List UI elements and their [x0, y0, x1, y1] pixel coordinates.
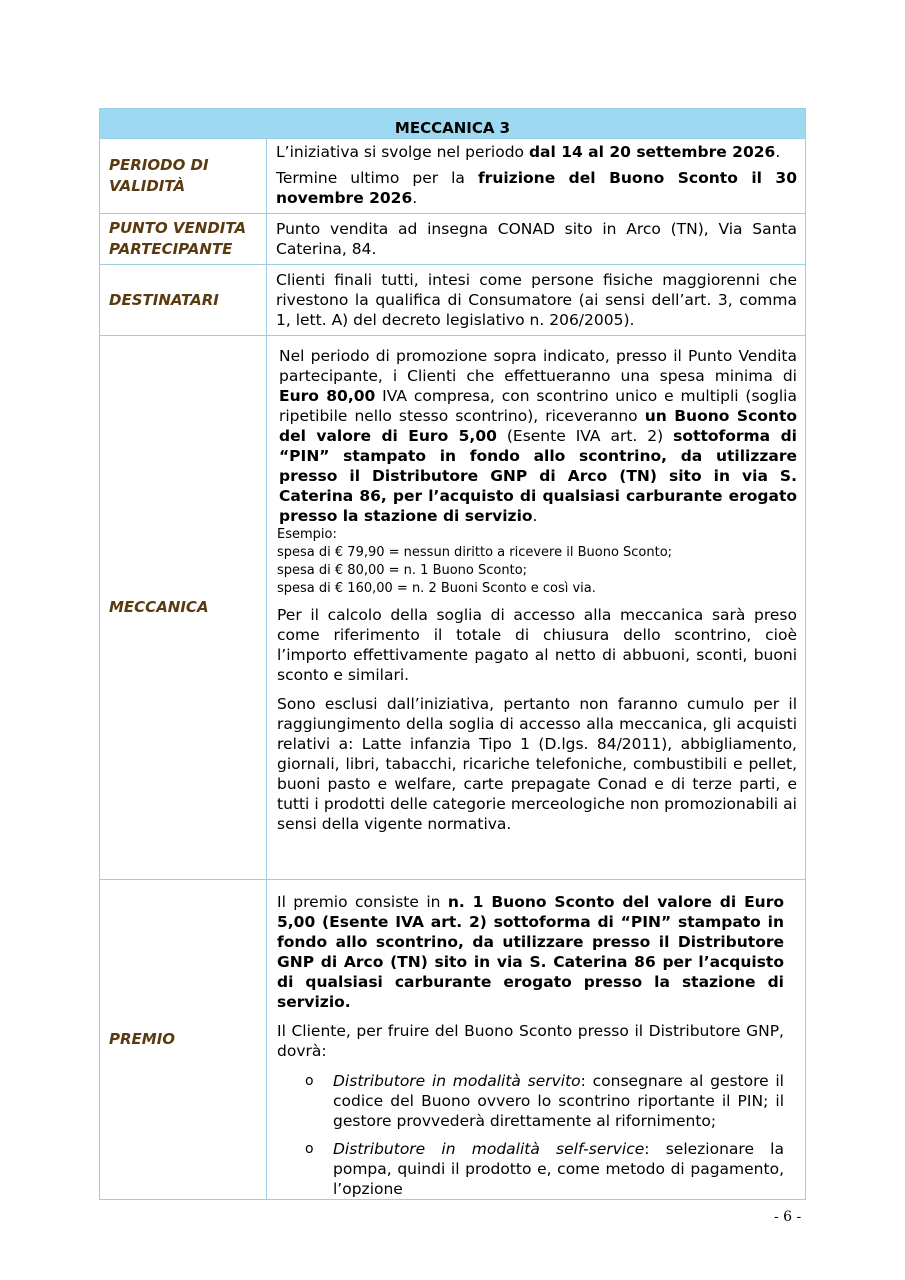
- row-label-destinatari: DESTINATARI: [100, 265, 267, 336]
- label-line: PUNTO VENDITA: [109, 219, 247, 237]
- list-item: o Distributore in modalità servito: consegnare al gestore il codice del Buono ovvero lo scontrino riportante il PIN; il gestore provvederà direttamente al rifornimento;: [305, 1072, 784, 1130]
- row-label-punto-vendita: [100, 214, 267, 265]
- esempio-line: spesa di € 80,00 = n. 1 Buono Sconto;: [277, 563, 528, 578]
- esempio-line: spesa di € 160,00 = n. 2 Buoni Sconto e così via.: [277, 581, 596, 596]
- bullet-icon: o: [305, 1073, 314, 1089]
- periodo-paragraph: L’iniziativa si svolge nel periodo dal 14 al 20 settembre 2026.: [276, 142, 781, 161]
- periodo-text: [267, 139, 806, 214]
- meccanica-text: [267, 336, 806, 880]
- meccanica-paragraph-3: Sono esclusi dall’iniziativa, pertanto non faranno cumulo per il raggiungimento della soglia di accesso alla meccanica, gli acquisti relativi a: Latte infanzia Tipo 1 (D.lgs. 84/2011), abbigliamento, giornali, libri, tabacchi, ricariche telefoniche, combustibili e pellet, buoni pasto e welfare, carte prepagate Conad e di terze parti, e tutti i prodotti delle categorie merceologiche non promozionabili ai sensi della vigente normativa.: [277, 695, 797, 833]
- list-item: o Distributore in modalità self-service: selezionare la pompa, quindi il prodotto e, come metodo di pagamento, l’opzione: [305, 1140, 784, 1198]
- esempio-line: spesa di € 79,90 = nessun diritto a ricevere il Buono Sconto;: [277, 545, 673, 560]
- page-number: - 6 -: [774, 1209, 802, 1225]
- meccanica-paragraph-1: Nel periodo di promozione sopra indicato, presso il Punto Vendita partecipante, i Clienti che effettueranno una spesa minima di Euro 80,00 IVA compresa, con scontrino unico e multipli (soglia ripetibile nello stesso scontrino), riceveranno un Buono Sconto del valore di Euro 5,00 (Esente IVA art. 2) sottoforma di “PIN” stampato in fondo allo scontrino, da utilizzare presso il Distributore GNP di Arco (TN) sito in via S. Caterina 86, per l’acquisto di qualsiasi carburante erogato presso la stazione di servizio.: [279, 347, 798, 525]
- premio-paragraph-2: Il Cliente, per fruire del Buono Sconto presso il Distributore GNP, dovrà:: [277, 1022, 784, 1060]
- label-line: VALIDITÀ: [109, 177, 186, 195]
- meccanica-table: [99, 108, 806, 1200]
- termine-paragraph: Termine ultimo per la fruizione del Buono Sconto il 30 novembre 2026.: [276, 168, 797, 207]
- meccanica-paragraph-2: Per il calcolo della soglia di accesso alla meccanica sarà preso come riferimento il totale di chiusura dello scontrino, cioè l’importo effettivamente pagato al netto di abbuoni, sconti, buoni sconto e similari.: [277, 606, 797, 684]
- premio-text: [267, 880, 806, 1200]
- label-line: PARTECIPANTE: [109, 240, 233, 258]
- row-label-premio: PREMIO: [100, 880, 267, 1200]
- punto-vendita-text: Punto vendita ad insegna CONAD sito in Arco (TN), Via Santa Caterina, 84.: [267, 214, 806, 265]
- esempio-label: Esempio:: [277, 527, 337, 542]
- table-header: [100, 109, 806, 139]
- destinatari-text: Clienti finali tutti, intesi come persone fisiche maggiorenni che rivestono la qualifica di Consumatore (ai sensi dell’art. 3, comma 1, lett. A) del decreto legislativo n. 206/2005).: [267, 265, 806, 336]
- row-label-periodo: [100, 139, 267, 214]
- row-label-meccanica: MECCANICA: [100, 336, 267, 880]
- bullet-icon: o: [305, 1141, 314, 1157]
- label-line: PERIODO DI: [109, 156, 209, 174]
- premio-paragraph-1: Il premio consiste in n. 1 Buono Sconto del valore di Euro 5,00 (Esente IVA art. 2) sottoforma di “PIN” stampato in fondo allo scontrino, da utilizzare presso il Distributore GNP di Arco (TN) sito in via S. Caterina 86 per l’acquisto di qualsiasi carburante erogato presso la stazione di servizio.: [277, 893, 784, 1011]
- table-title: MECCANICA 3: [394, 118, 511, 137]
